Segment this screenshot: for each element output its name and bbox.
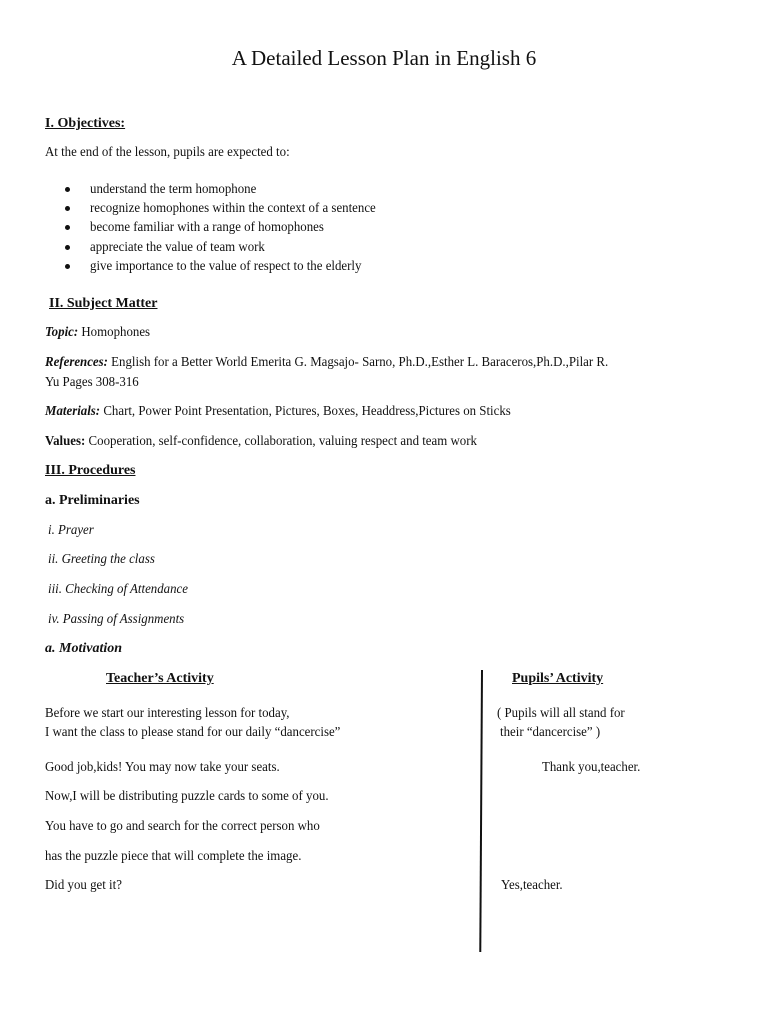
topic-value: Homophones — [81, 325, 151, 340]
preliminary-item: iii. Checking of Attendance — [48, 582, 188, 597]
topic-line — [45, 325, 150, 341]
bullet-icon — [65, 225, 70, 230]
pupils-activity-heading: Pupils’ Activity — [512, 671, 604, 686]
values-label: Values: — [45, 434, 86, 449]
preliminary-item: iv. Passing of Assignments — [48, 612, 185, 627]
list-item: give importance to the value of respect to the elderly — [65, 257, 401, 276]
materials-label: Materials: — [45, 404, 101, 419]
procedures-heading: III. Procedures — [45, 463, 136, 478]
pupil-line: Yes,teacher. — [501, 878, 563, 893]
teacher-line: Good job,kids! You may now take your seats. — [45, 760, 280, 775]
pupil-line: ( Pupils will all stand for — [497, 706, 625, 721]
subject-matter-heading: II. Subject Matter — [49, 296, 158, 311]
references-label: References: — [45, 355, 108, 370]
preliminaries-heading: a. Preliminaries — [45, 493, 140, 508]
teacher-line: has the puzzle piece that will complete the image. — [45, 849, 302, 864]
preliminary-item: ii. Greeting the class — [48, 552, 155, 567]
values-line — [45, 434, 477, 450]
objectives-heading: I. Objectives: — [45, 116, 126, 131]
teacher-activity-heading: Teacher’s Activity — [106, 671, 214, 686]
pupil-line: Thank you,teacher. — [542, 760, 641, 775]
list-item: recognize homophones within the context of a sentence — [65, 199, 401, 218]
column-divider — [479, 670, 483, 952]
preliminary-item: i. Prayer — [48, 523, 94, 538]
bullet-icon — [65, 206, 70, 211]
references-line-2: Yu Pages 308-316 — [45, 375, 139, 390]
teacher-line: Before we start our interesting lesson for today, — [45, 706, 290, 721]
bullet-icon — [65, 245, 70, 250]
bullet-icon — [65, 187, 70, 192]
references-line-1 — [45, 355, 608, 371]
teacher-line: You have to go and search for the correct person who — [45, 819, 320, 834]
list-item: understand the term homophone — [65, 180, 401, 199]
topic-label: Topic: — [45, 325, 79, 340]
list-item: become familiar with a range of homophones — [65, 218, 401, 237]
objectives-intro: At the end of the lesson, pupils are expected to: — [45, 145, 290, 160]
materials-line — [45, 404, 511, 420]
references-value: English for a Better World Emerita G. Magsajo- Sarno, Ph.D.,Esther L. Baraceros,Ph.D.,Pilar R. — [111, 355, 609, 370]
pupil-line: their “dancercise” ) — [500, 725, 601, 740]
teacher-line: I want the class to please stand for our daily “dancercise” — [45, 725, 341, 740]
document-title: A Detailed Lesson Plan in English 6 — [231, 46, 537, 70]
objectives-list — [65, 180, 401, 276]
bullet-icon — [65, 264, 70, 269]
materials-value: Chart, Power Point Presentation, Pictures, Boxes, Headdress,Pictures on Sticks — [103, 404, 511, 419]
motivation-heading: a. Motivation — [45, 641, 123, 656]
list-item: appreciate the value of team work — [65, 238, 401, 257]
values-value: Cooperation, self-confidence, collaboration, valuing respect and team work — [88, 434, 477, 449]
teacher-line: Now,I will be distributing puzzle cards to some of you. — [45, 789, 329, 804]
teacher-line: Did you get it? — [45, 878, 122, 893]
